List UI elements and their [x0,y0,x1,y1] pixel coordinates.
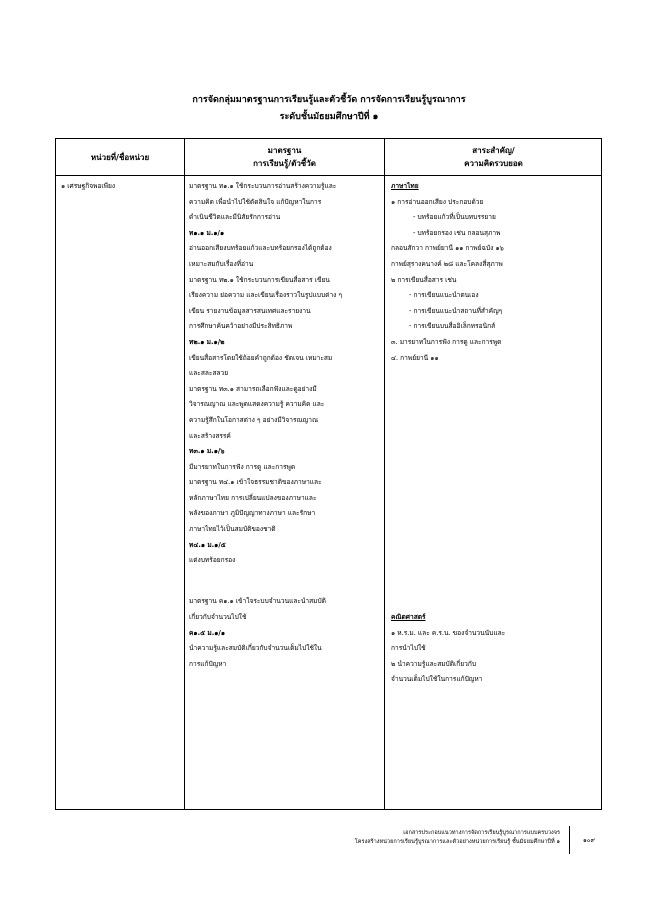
indicator-code: ท๑.๑ ม.๑/๑ [189,228,225,237]
content-line: ๔. กาพย์ยานี ๑๑ [391,353,439,362]
indicator-code: ค๑.๕ ม.๑/๑ [189,628,226,637]
subject-heading-thai: ภาษาไทย [391,182,419,190]
content-line: - การเขียนแนะนำสถานที่สำคัญๆ [409,306,503,315]
unit-cell [61,179,181,195]
content-line: ๒ นำความรู้และสมบัติเกี่ยวกับ [391,659,477,668]
footer-line1: เอกสารประกอบแนวทางการจัดการเรียนรู้บูรณาการแบบครบวงจร [403,830,560,836]
indicator-code: ท๔.๑ ม.๑/๕ [189,540,226,549]
header-standards-line2: การเรียนรู้/ตัวชี้วัด [253,159,316,168]
header-content [385,139,602,175]
content-line: - การเขียนบนสื่ออิเล็กทรอนิกส์ [409,322,496,331]
header-divider [56,175,601,176]
standard-line: เขียน รายงานข้อมูลสารสนเทศและรายงาน [189,306,311,315]
content-line: ๒ การเขียนสื่อสาร เช่น [391,275,457,284]
indicator-text: มีมารยาทในการฟัง การดู และการพูด [189,462,296,471]
indicator-text: และสละสลวย [189,369,229,378]
content-line: ๑ การอ่านออกเสียง ประกอบด้วย [391,197,484,206]
standard-line: มาตรฐาน ค๑.๑ เข้าใจระบบจำนวนและนำสมบัติ [189,597,326,606]
footer-line2: โครงสร้างหน่วยการเรียนรู้บูรณาการและตัวอย่างหน่วยการเรียนรู้ ชั้นมัธยมศึกษาปีที่ ๑ [354,839,560,845]
column-divider [384,139,385,809]
standard-line: วิจารณญาณ และพูดแสดงความรู้ ความคิด และ [189,400,325,409]
header-standards [185,139,384,175]
indicator-text: เหมาะสมกับเรื่องที่อ่าน [189,259,254,268]
content-line: - บทร้อยแก้วที่เป็นบทบรรยาย [413,213,496,222]
page-number: ๑๐๙ [583,837,595,844]
content-line: ๓. มารยาทในการฟัง การดู และการพูด [391,337,502,346]
document-title: การจัดกลุ่มมาตรฐานการเรียนรู้และตัวชี้วัด การจัดการเรียนรู้บูรณาการ [192,95,466,105]
standard-line: มาตรฐาน ท๔.๑ เข้าใจธรรมชาติของภาษาและ [189,478,322,487]
header-standards-line1: มาตรฐาน [267,146,302,155]
header-unit-label: หน่วยที่/ชื่อหน่วย [90,152,150,162]
header-unit [56,139,184,175]
indicator-text: นำความรู้และสมบัติเกี่ยวกับจำนวนเต็มไปใช้ใน [189,644,322,653]
standard-line: พลังของภาษา ภูมิปัญญาทางภาษา และรักษา [189,509,316,518]
standards-cell [189,179,381,672]
content-line: การนำไปใช้ [391,644,426,653]
standard-line: ความคิด เพื่อนำไปใช้ตัดสินใจ แก้ปัญหาในการ [189,197,322,206]
standard-line: เกี่ยวกับจำนวนไปใช้ [189,613,247,622]
standard-line: และสร้างสรรค์ [189,431,231,440]
standard-line: การศึกษาค้นคว้าอย่างมีประสิทธิภาพ [189,322,293,331]
document-subtitle: ระดับชั้นมัธยมศึกษาปีที่ ๑ [279,112,379,122]
content-line: กาพย์สุรางคนางค์ ๒๘ และโคลงสี่สุภาพ [391,259,503,268]
standard-line: มาตรฐาน ท๒.๑ ใช้กระบวนการเขียนสื่อสาร เขียน [189,275,330,284]
indicator-code: ท๓.๑ ม.๑/๖ [189,447,225,456]
content-line: - บทร้อยกรอง เช่น กลอนสุภาพ [413,228,501,237]
subject-heading-math: คณิตศาสตร์ [391,613,426,622]
header-content-line1: สาระสำคัญ/ [472,146,515,155]
content-line: - การเขียนแนะนำตนเอง [409,291,479,300]
standard-line: มาตรฐาน ท๑.๑ ใช้กระบวนการอ่านสร้างความรู้และ [189,182,337,190]
content-line: จำนวนเต็มไปใช้ในการแก้ปัญหา [391,675,483,684]
indicator-text: เขียนสื่อสารโดยใช้ถ้อยคำถูกต้อง ชัดเจน เหมาะสม [189,353,333,362]
standard-line: ความรู้สึกในโอกาสต่าง ๆ อย่างมีวิจารณญาณ [189,415,319,424]
standard-line: หลักภาษาไทย การเปลี่ยนแปลงของภาษาและ [189,493,317,502]
footer-separator [569,826,570,854]
header-content-line2: ความคิดรวบยอด [464,159,523,168]
content-line: กลอนสักวา กาพย์ยานี ๑๑ กาพย์ฉบัง ๑๖ [391,244,504,253]
indicator-code: ท๒.๑ ม.๑/๒ [189,337,225,346]
standard-line: ดำเนินชีวิตและมีนิสัยรักการอ่าน [189,213,281,222]
page-footer [220,829,560,847]
content-line: ๑ ห.ร.ม. และ ค.ร.น. ของจำนวนนับและ [391,628,506,637]
standard-line: มาตรฐาน ท๓.๑ สามารถเลือกฟังและดูอย่างมี [189,384,317,393]
indicator-text: การแก้ปัญหา [189,659,227,668]
standard-line: ภาษาไทยไว้เป็นสมบัติของชาติ [189,525,276,534]
indicator-text: แต่งบทร้อยกรอง [189,556,236,565]
content-cell [391,179,599,688]
standard-line: เรียงความ ย่อความ และเขียนเรื่องราวในรูปแบบต่าง ๆ [189,291,343,300]
indicator-text: อ่านออกเสียงบทร้อยแก้วและบทร้อยกรองได้ถูกต้อง [189,244,332,253]
column-divider [184,139,185,809]
curriculum-table [55,138,602,810]
unit-name: ๑ เศรษฐกิจพอเพียง [61,182,116,190]
